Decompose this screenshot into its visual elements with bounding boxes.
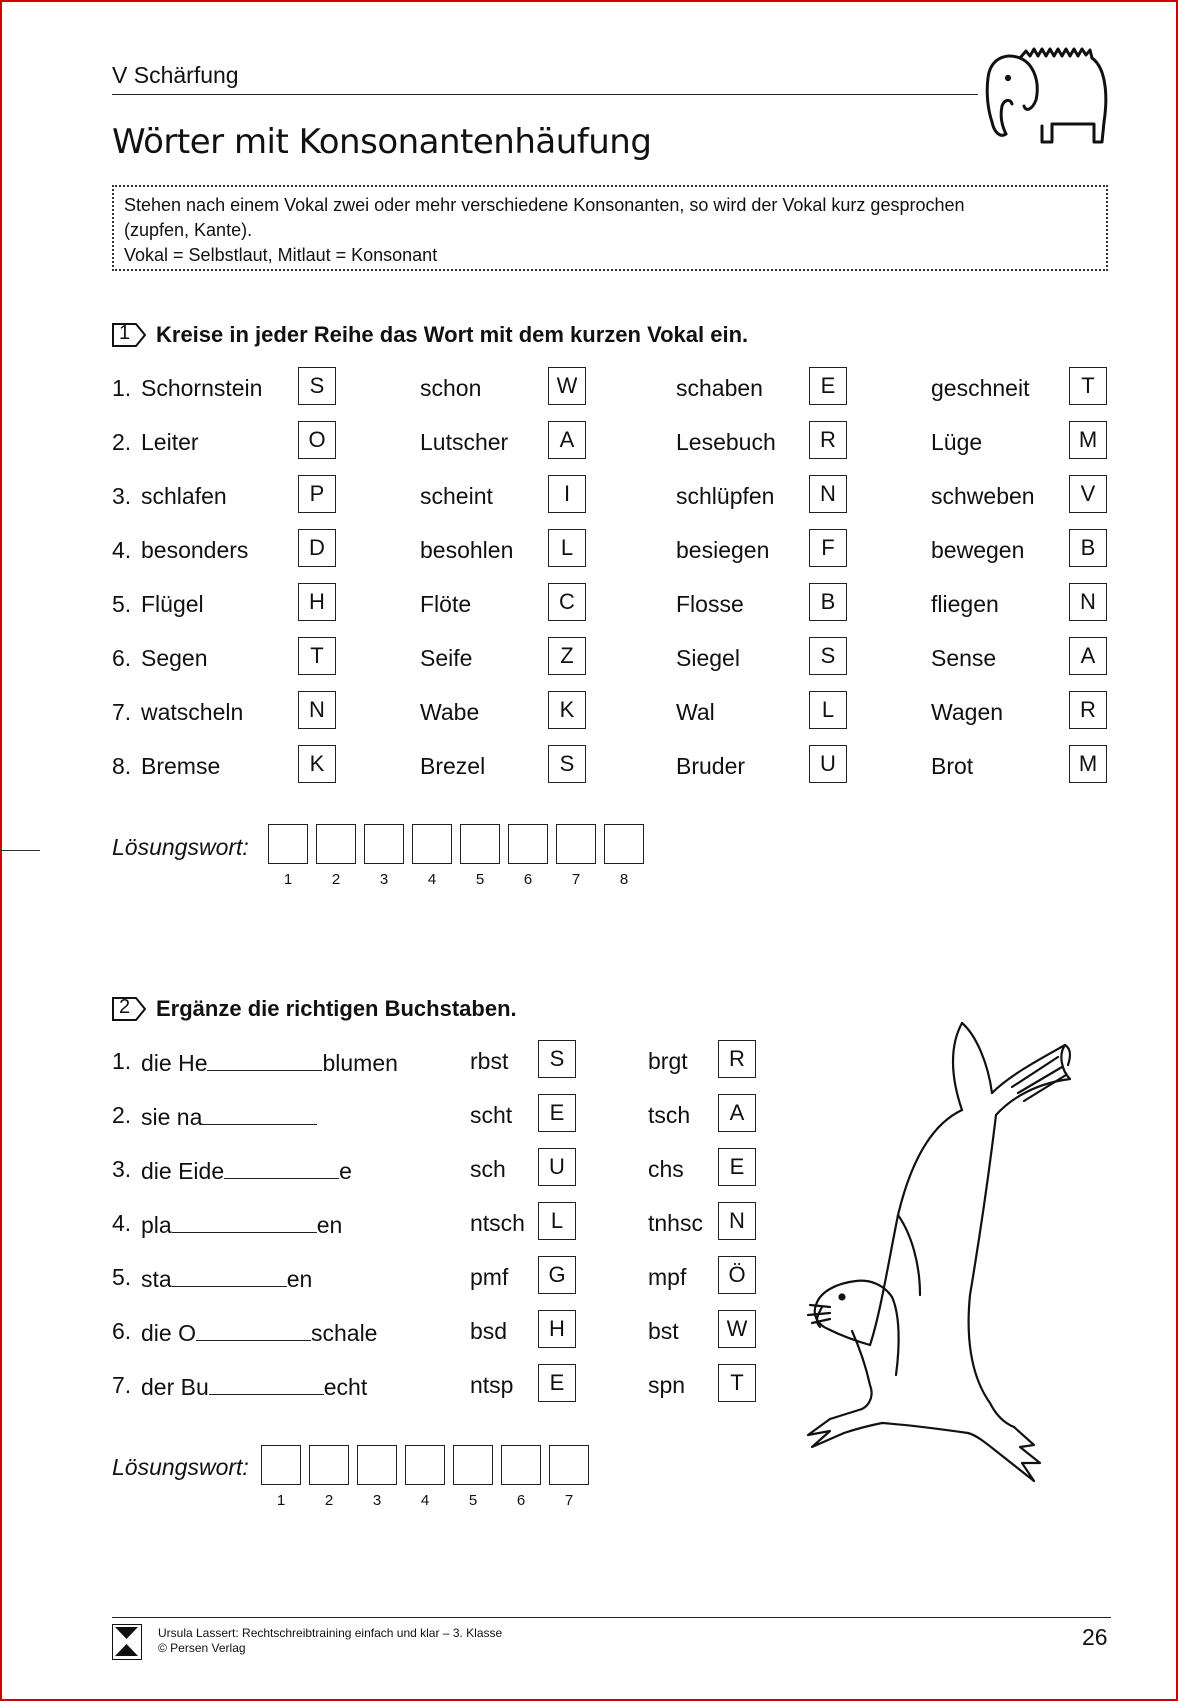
info-line: (zupfen, Kante). xyxy=(124,220,253,240)
option-letters[interactable]: rbst xyxy=(470,1048,509,1074)
word-option[interactable]: besohlen xyxy=(420,537,514,563)
word-start: sie na xyxy=(141,1104,203,1130)
letter-box: N xyxy=(298,691,336,729)
word-option[interactable]: schweben xyxy=(931,483,1035,509)
task-number-arrow-icon xyxy=(112,323,146,347)
solution-letter-box[interactable] xyxy=(412,824,452,864)
gap-sentence xyxy=(141,1048,398,1077)
letter-box: A xyxy=(1069,637,1107,675)
word-start: der Bu xyxy=(141,1374,209,1400)
margin-mark xyxy=(0,850,40,851)
word-start: die Eide xyxy=(141,1158,225,1184)
task1-row xyxy=(112,583,1112,627)
letter-box: T xyxy=(298,637,336,675)
solution-letter-box[interactable] xyxy=(357,1445,397,1485)
word-option[interactable]: Flügel xyxy=(141,591,204,617)
solution-index: 3 xyxy=(372,1492,382,1509)
option-letters[interactable]: bst xyxy=(648,1318,679,1344)
word-option[interactable]: Lutscher xyxy=(420,429,509,455)
elephant-icon xyxy=(980,46,1116,146)
letter-box: F xyxy=(809,529,847,567)
letter-box: T xyxy=(1069,367,1107,405)
word-end: schale xyxy=(310,1320,378,1346)
word-option[interactable]: Sense xyxy=(931,645,997,671)
letter-box: L xyxy=(809,691,847,729)
word-option[interactable]: schlüpfen xyxy=(676,483,775,509)
letter-box: K xyxy=(548,691,586,729)
letter-box: H xyxy=(538,1310,576,1348)
solution-letter-box[interactable] xyxy=(556,824,596,864)
letter-box: M xyxy=(1069,421,1107,459)
solution-letter-box[interactable] xyxy=(268,824,308,864)
section-title: V Schärfung xyxy=(112,62,239,88)
solution-index: 4 xyxy=(427,871,437,888)
word-option[interactable]: watscheln xyxy=(141,699,244,725)
solution-index: 4 xyxy=(420,1492,430,1509)
solution-letter-box[interactable] xyxy=(549,1445,589,1485)
task1-row xyxy=(112,745,1112,789)
word-option[interactable]: Bruder xyxy=(676,753,746,779)
letter-box: L xyxy=(538,1202,576,1240)
option-letters[interactable]: bsd xyxy=(470,1318,508,1344)
solution-index: 6 xyxy=(516,1492,526,1509)
page-title: Wörter mit Konsonantenhäufung xyxy=(112,122,652,162)
letter-box: S xyxy=(298,367,336,405)
option-letters[interactable]: spn xyxy=(648,1372,686,1398)
letter-box: S xyxy=(809,637,847,675)
task1-row xyxy=(112,529,1112,573)
task2-instruction: Ergänze die richtigen Buchstaben. xyxy=(156,996,517,1021)
info-line: Vokal = Selbstlaut, Mitlaut = Konsonant xyxy=(124,245,438,265)
word-option[interactable]: geschneit xyxy=(931,375,1030,401)
word-option[interactable]: schlafen xyxy=(141,483,227,509)
option-letters[interactable]: ntsp xyxy=(470,1372,514,1398)
letter-box: A xyxy=(718,1094,756,1132)
solution-letter-box[interactable] xyxy=(261,1445,301,1485)
fill-in-blank[interactable] xyxy=(196,1318,311,1341)
letter-box: R xyxy=(1069,691,1107,729)
word-option[interactable]: Wabe xyxy=(420,699,480,725)
task1-row xyxy=(112,637,1112,681)
letter-box: N xyxy=(1069,583,1107,621)
row-number: 1. xyxy=(112,1048,132,1074)
letter-box: B xyxy=(1069,529,1107,567)
solution-letter-box[interactable] xyxy=(453,1445,493,1485)
solution-index: 6 xyxy=(523,871,533,888)
footer-divider xyxy=(112,1617,1111,1618)
letter-box: H xyxy=(298,583,336,621)
letter-box: S xyxy=(538,1040,576,1078)
letter-box: W xyxy=(548,367,586,405)
option-letters[interactable]: pmf xyxy=(470,1264,509,1290)
option-letters[interactable]: scht xyxy=(470,1102,513,1128)
row-number: 6. xyxy=(112,645,132,671)
solution-label: Lösungswort: xyxy=(112,1454,249,1480)
letter-box: L xyxy=(548,529,586,567)
solution-index: 3 xyxy=(379,871,389,888)
row-number: 6. xyxy=(112,1318,132,1344)
publisher-logo xyxy=(112,1624,142,1660)
solution-label: Lösungswort: xyxy=(112,834,249,860)
row-number: 4. xyxy=(112,1210,132,1236)
letter-box: U xyxy=(538,1148,576,1186)
letter-box: I xyxy=(548,475,586,513)
word-option[interactable]: Brot xyxy=(931,753,974,779)
word-end: en xyxy=(286,1266,313,1292)
word-option[interactable]: Flosse xyxy=(676,591,744,617)
solution-letter-box[interactable] xyxy=(309,1445,349,1485)
row-number: 3. xyxy=(112,483,132,509)
letter-box: G xyxy=(538,1256,576,1294)
solution-index: 2 xyxy=(331,871,341,888)
word-option[interactable]: bewegen xyxy=(931,537,1025,563)
word-option[interactable]: schaben xyxy=(676,375,763,401)
letter-box: W xyxy=(718,1310,756,1348)
letter-box: O xyxy=(298,421,336,459)
solution-index: 5 xyxy=(468,1492,478,1509)
task1-row xyxy=(112,475,1112,519)
letter-box: R xyxy=(718,1040,756,1078)
solution-index: 1 xyxy=(276,1492,286,1509)
word-start: die O xyxy=(141,1320,196,1346)
footer-line: © Persen Verlag xyxy=(158,1641,246,1655)
letter-box: N xyxy=(718,1202,756,1240)
task1-heading xyxy=(112,322,748,348)
letter-box: C xyxy=(548,583,586,621)
row-number: 7. xyxy=(112,1372,132,1398)
task1-row xyxy=(112,421,1112,465)
word-option[interactable]: fliegen xyxy=(931,591,999,617)
fill-in-blank[interactable] xyxy=(207,1048,322,1071)
sea-lion-icon xyxy=(800,1015,1100,1505)
row-number: 3. xyxy=(112,1156,132,1182)
solution-letter-box[interactable] xyxy=(405,1445,445,1485)
task-number: 2 xyxy=(119,996,131,1018)
word-option[interactable]: Lüge xyxy=(931,429,983,455)
solution-letter-box[interactable] xyxy=(460,824,500,864)
fill-in-blank[interactable] xyxy=(202,1102,317,1125)
word-option[interactable]: Flöte xyxy=(420,591,472,617)
solution-letter-box[interactable] xyxy=(604,824,644,864)
option-letters[interactable]: tnhsc xyxy=(648,1210,703,1236)
fill-in-blank[interactable] xyxy=(224,1156,339,1179)
gap-sentence xyxy=(141,1102,317,1131)
gap-sentence xyxy=(141,1156,352,1185)
word-option[interactable]: Wagen xyxy=(931,699,1004,725)
row-number: 2. xyxy=(112,429,132,455)
letter-box: E xyxy=(809,367,847,405)
letter-box: R xyxy=(809,421,847,459)
solution-index: 2 xyxy=(324,1492,334,1509)
fill-in-blank[interactable] xyxy=(209,1372,324,1395)
word-end: echt xyxy=(323,1374,368,1400)
row-number: 8. xyxy=(112,753,132,779)
task-number-arrow-icon xyxy=(112,997,146,1021)
word-option[interactable]: Segen xyxy=(141,645,208,671)
solution-letter-box[interactable] xyxy=(316,824,356,864)
letter-box: B xyxy=(809,583,847,621)
gap-sentence xyxy=(141,1318,377,1347)
task1-instruction: Kreise in jeder Reihe das Wort mit dem kurzen Vokal ein. xyxy=(156,322,749,347)
word-end: blumen xyxy=(322,1050,398,1076)
word-option[interactable]: Schornstein xyxy=(141,375,263,401)
letter-box: M xyxy=(1069,745,1107,783)
letter-box: E xyxy=(538,1364,576,1402)
option-letters[interactable]: chs xyxy=(648,1156,684,1182)
footer-line: Ursula Lassert: Rechtschreibtraining einfach und klar – 3. Klasse xyxy=(158,1626,503,1640)
task2-heading xyxy=(112,996,517,1022)
solution-index: 5 xyxy=(475,871,485,888)
option-letters[interactable]: tsch xyxy=(648,1102,691,1128)
word-option[interactable]: Seife xyxy=(420,645,473,671)
word-option[interactable]: Brezel xyxy=(420,753,486,779)
option-letters[interactable]: mpf xyxy=(648,1264,687,1290)
solution-letter-box[interactable] xyxy=(508,824,548,864)
row-number: 5. xyxy=(112,1264,132,1290)
word-start: sta xyxy=(141,1266,172,1292)
row-number: 4. xyxy=(112,537,132,563)
gap-sentence xyxy=(141,1264,312,1293)
option-letters[interactable]: sch xyxy=(470,1156,506,1182)
row-number: 1. xyxy=(112,375,132,401)
row-number: 5. xyxy=(112,591,132,617)
word-option[interactable]: Leiter xyxy=(141,429,199,455)
solution-letter-box[interactable] xyxy=(364,824,404,864)
header-divider xyxy=(112,94,978,95)
letter-box: Z xyxy=(548,637,586,675)
letter-box: T xyxy=(718,1364,756,1402)
option-letters[interactable]: brgt xyxy=(648,1048,688,1074)
row-number: 7. xyxy=(112,699,132,725)
gap-sentence xyxy=(141,1210,342,1239)
word-option[interactable]: besiegen xyxy=(676,537,770,563)
word-end: e xyxy=(339,1158,352,1184)
word-option[interactable]: Siegel xyxy=(676,645,740,671)
letter-box: E xyxy=(718,1148,756,1186)
solution-letter-box[interactable] xyxy=(501,1445,541,1485)
letter-box: U xyxy=(809,745,847,783)
option-letters[interactable]: ntsch xyxy=(470,1210,525,1236)
page-number: 26 xyxy=(1082,1624,1108,1650)
task1-row xyxy=(112,691,1112,735)
row-number: 2. xyxy=(112,1102,132,1128)
letter-box: Ö xyxy=(718,1256,756,1294)
word-end: en xyxy=(316,1212,343,1238)
letter-box: D xyxy=(298,529,336,567)
solution-index: 1 xyxy=(283,871,293,888)
letter-box: K xyxy=(298,745,336,783)
word-option[interactable]: besonders xyxy=(141,537,249,563)
word-option[interactable]: Bremse xyxy=(141,753,221,779)
info-box xyxy=(112,185,1108,271)
task-number: 1 xyxy=(119,322,131,344)
word-option[interactable]: Lesebuch xyxy=(676,429,776,455)
word-option[interactable]: Wal xyxy=(676,699,715,725)
fill-in-blank[interactable] xyxy=(172,1210,317,1233)
word-option[interactable]: scheint xyxy=(420,483,493,509)
fill-in-blank[interactable] xyxy=(172,1264,287,1287)
word-start: pla xyxy=(141,1212,172,1238)
solution-index: 7 xyxy=(571,871,581,888)
footer-credits xyxy=(158,1626,502,1656)
letter-box: N xyxy=(809,475,847,513)
solution-index: 8 xyxy=(619,871,629,888)
letter-box: P xyxy=(298,475,336,513)
word-option[interactable]: schon xyxy=(420,375,482,401)
letter-box: S xyxy=(548,745,586,783)
gap-sentence xyxy=(141,1372,367,1401)
word-start: die He xyxy=(141,1050,208,1076)
letter-box: A xyxy=(548,421,586,459)
info-line: Stehen nach einem Vokal zwei oder mehr verschiedene Konsonanten, so wird der Vokal kurz gesprochen xyxy=(124,195,965,215)
letter-box: E xyxy=(538,1094,576,1132)
letter-box: V xyxy=(1069,475,1107,513)
solution-index: 7 xyxy=(564,1492,574,1509)
task1-row xyxy=(112,367,1112,411)
